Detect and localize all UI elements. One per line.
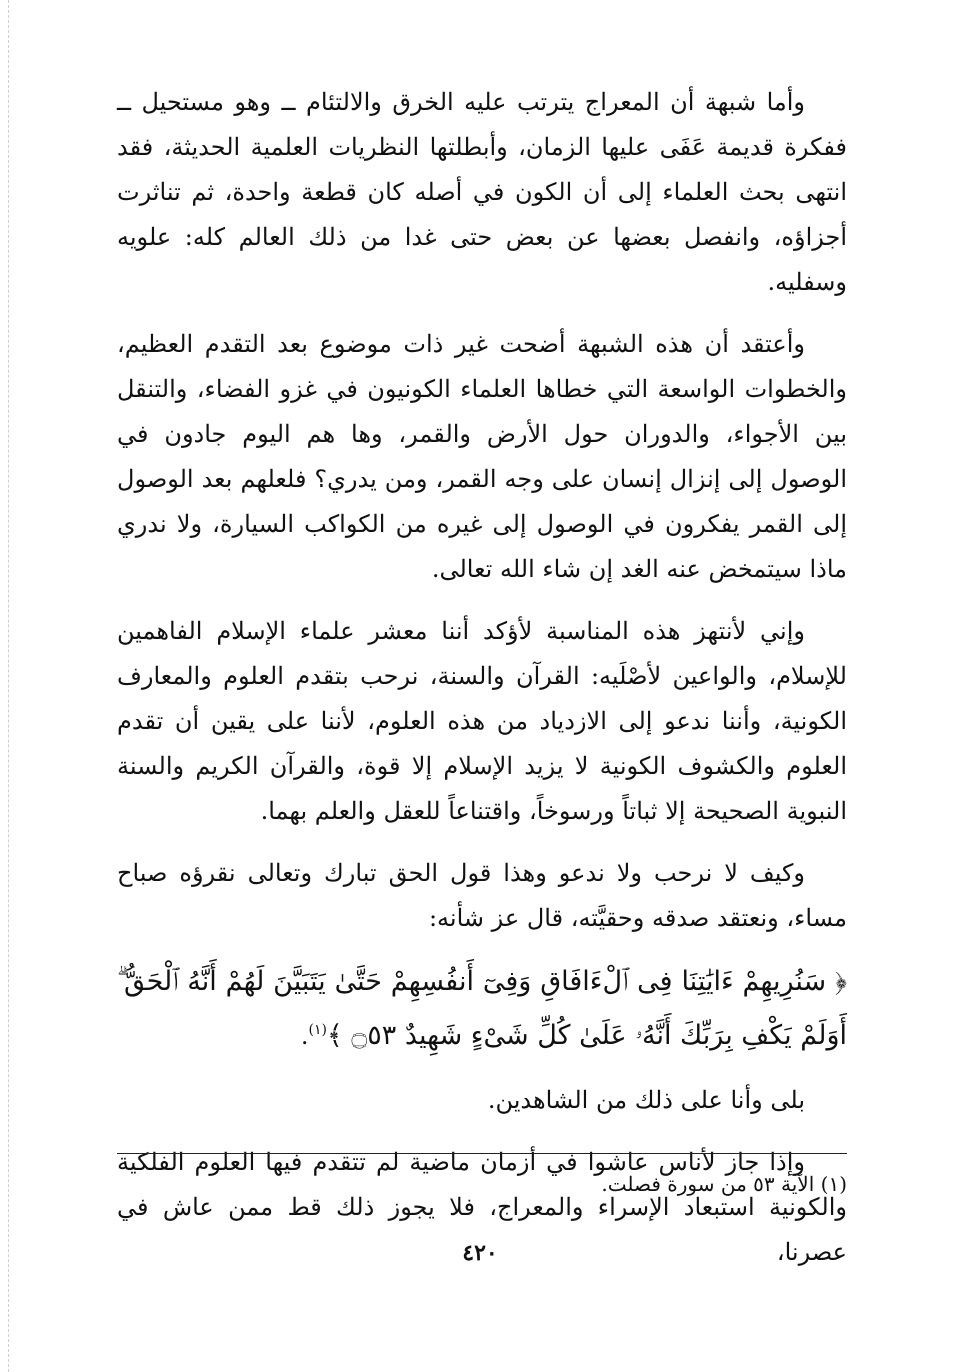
paragraph-6: وإذا جاز لأناس عاشوا في أزمان ماضية لم تتقدم فيها العلوم الفلكية والكونية استبعاد الإسراء والمعراج، فلا يجوز ذلك قط ممن عاش في عصرنا، xyxy=(117,1148,847,1266)
footnote: (١) الآية ٥٣ من سورة فصلت. xyxy=(601,1172,847,1196)
verse-footnote-ref: (١) xyxy=(308,1022,327,1038)
paragraph-1: وأما شبهة أن المعراج يترتب عليه الخرق والالتئام ــ وهو مستحيل ــ ففكرة قديمة عَفَى عليها الزمان، وأبطلتها النظريات العلمية الحديثة، فقد انتهى بحث العلماء إلى أن الكون في أصله كان قطعة واحدة، ثم تناثرت أجزاؤه، وانفصل بعضها عن بعض حتى غدا من ذلك العالم كله: علويه وسفليه. xyxy=(117,88,847,296)
page-number: ٤٢٠ xyxy=(462,1240,498,1266)
quran-verse xyxy=(117,958,847,1060)
paragraph-2: وأعتقد أن هذه الشبهة أضحت غير ذات موضوع بعد التقدم العظيم، والخطوات الواسعة التي خطاها العلماء الكونيون في غزو الفضاء، والتنقل بين الأجواء، والدوران حول الأرض والقمر، وها هم اليوم جادون في الوصول إلى إنزال إنسان على وجه القمر، ومن يدري؟ فلعلهم بعد الوصول إلى القمر يفكرون في الوصول إلى غيره من الكواكب السيارة، ولا ندري ماذا سيتمخض عنه الغد إن شاء الله تعالى. xyxy=(117,330,848,583)
paragraph-5: بلى وأنا على ذلك من الشاهدين. xyxy=(487,1086,805,1114)
scan-edge-line xyxy=(8,0,9,1372)
footnote-divider xyxy=(117,1153,847,1154)
verse-end-mark: . xyxy=(300,1022,309,1050)
paragraph-4: وكيف لا نرحب ولا ندعو وهذا قول الحق تبارك وتعالى نقرؤه صباح مساء، ونعتقد صدقه وحقيَّته، قال عز شأنه: xyxy=(117,859,847,932)
paragraph-3: وإني لأنتهز هذه المناسبة لأؤكد أننا معشر علماء الإسلام الفاهمين للإسلام، والواعين لأصْلَيه: القرآن والسنة، نرحب بتقدم العلوم والمعارف الكونية، وأننا ندعو إلى الازدياد من هذه العلوم، لأننا على يقين أن تقدم العلوم والكشوف الكونية لا يزيد الإسلام إلا قوة، والقرآن الكريم والسنة النبوية الصحيحة إلا ثباتاً ورسوخاً، واقتناعاً للعقل والعلم بهما. xyxy=(117,617,847,825)
verse-text: ﴿ سَنُرِيهِمْ ءَايَٰتِنَا فِى ٱلْءَافَاقِ وَفِىٓ أَنفُسِهِمْ حَتَّىٰ يَتَبَيَّنَ لَهُمْ أَنَّهُ ٱلْحَقُّ ۗ أَوَلَمْ يَكْفِ بِرَبِّكَ أَنَّهُۥ عَلَىٰ كُلِّ شَىْءٍ شَهِيدٌ ۝٥٣ ﴾ xyxy=(117,966,847,1051)
main-text xyxy=(117,80,847,1292)
